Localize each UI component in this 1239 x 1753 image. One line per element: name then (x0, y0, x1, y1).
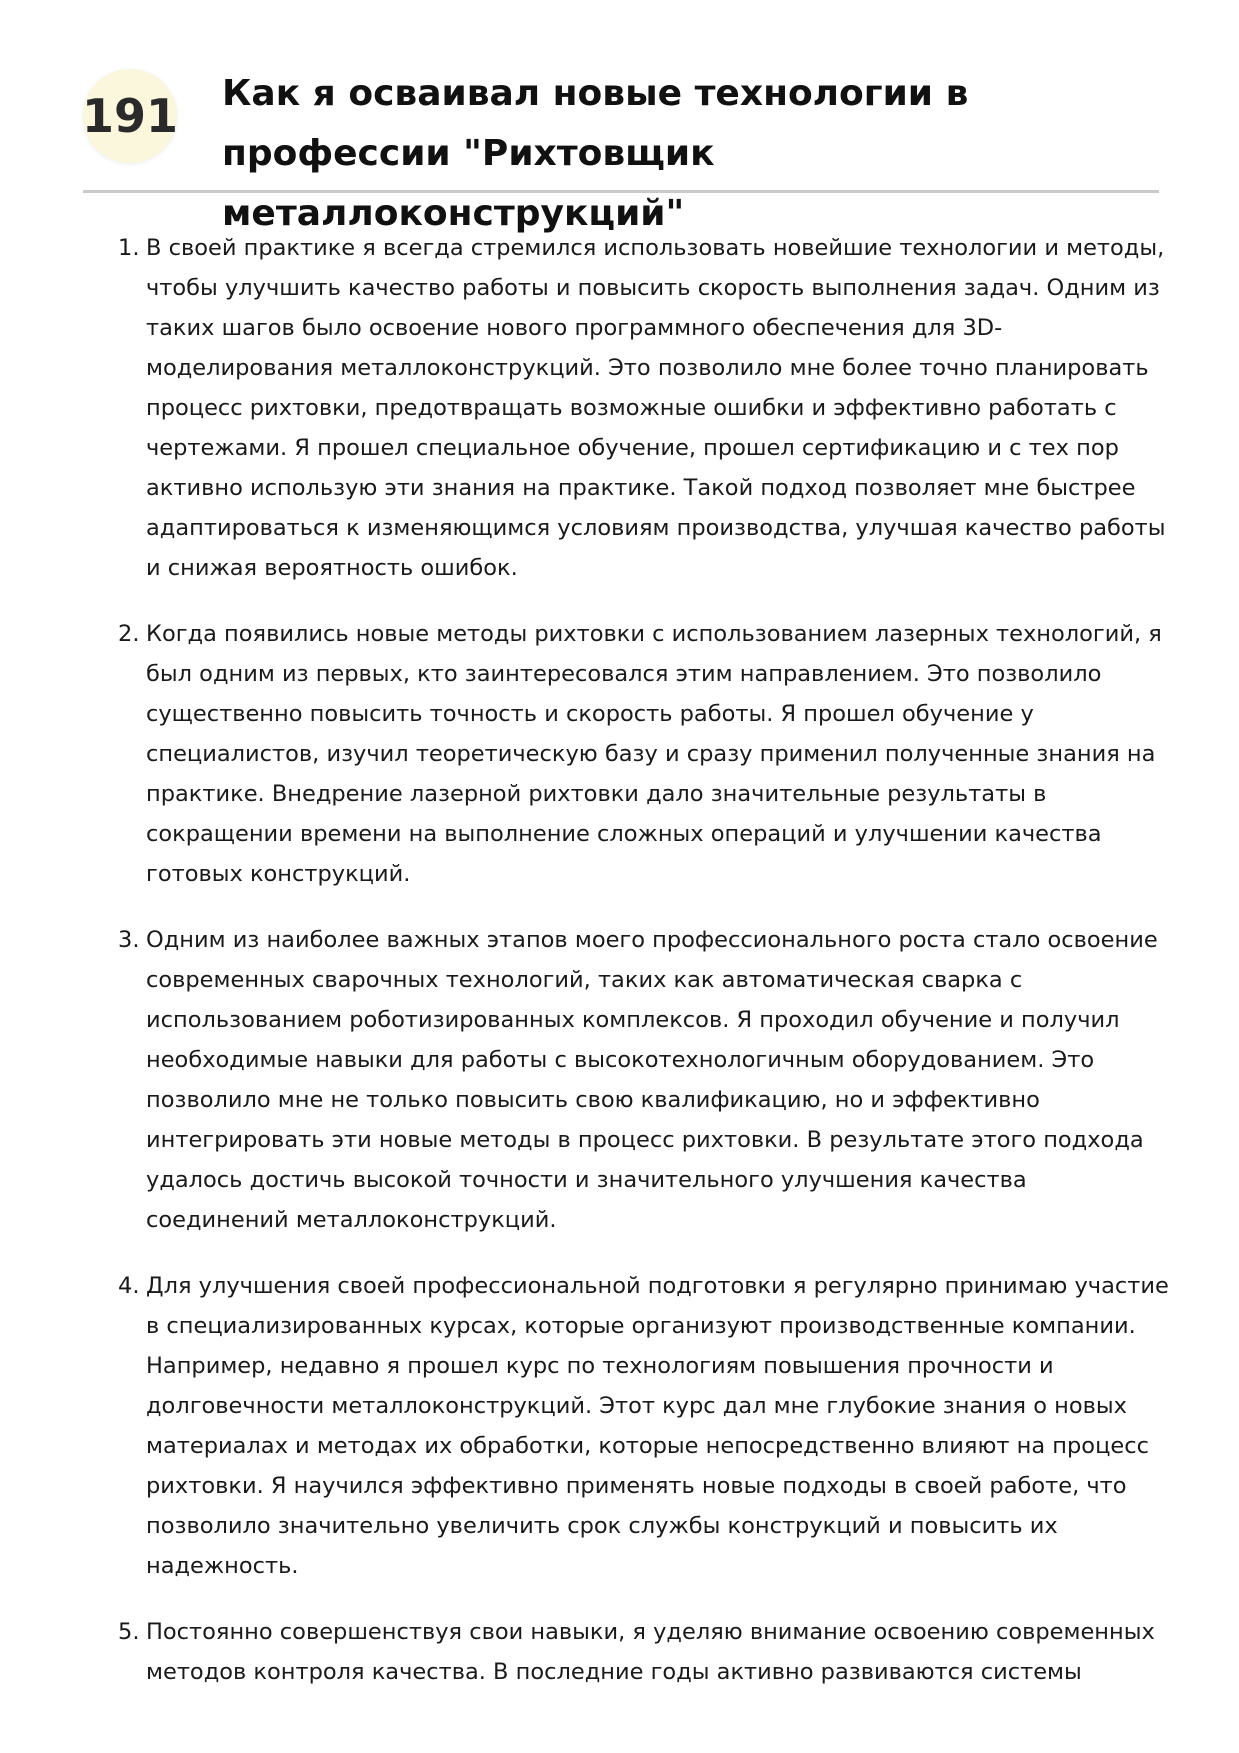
page-header (81, 58, 1159, 234)
list-item-text: Для улучшения своей профессиональной подготовки я регулярно принимаю участие в специализированных курсах, которые организуют производственные компании. Например, недавно я прошел курс по технологиям повышения прочности и долговечности металлоконструкций. Этот курс дал мне глубокие знания о новых материалах и методах их обработки, которые непосредственно влияют на процесс рихтовки. Я научился эффективно применять новые подходы в своей работе, что позволило значительно увеличить срок службы конструкций и повысить их надежность. (146, 1273, 1169, 1579)
list-item-text: Одним из наиболее важных этапов моего профессионального роста стало освоение современных сварочных технологий, таких как автоматическая сварка с использованием роботизированных комплексов. Я проходил обучение и получил необходимые навыки для работы с высокотехнологичным оборудованием. Это позволило мне не только повысить свою квалификацию, но и эффективно интегрировать эти новые методы в процесс рихтовки. В результате этого подхода удалось достичь высокой точности и значительного улучшения качества соединений металлоконструкций. (146, 927, 1158, 1233)
list-item-number: 1. (118, 235, 140, 261)
list-item (110, 1266, 1170, 1586)
content (110, 228, 1170, 1718)
list-item (110, 1612, 1170, 1692)
numbered-list (110, 228, 1170, 1692)
list-item-number: 3. (118, 927, 140, 953)
list-item-text: В своей практике я всегда стремился использовать новейшие технологии и методы, чтобы улучшить качество работы и повысить скорость выполнения задач. Одним из таких шагов было освоение нового программного обеспечения для 3D-моделирования металлоконструкций. Это позволило мне более точно планировать процесс рихтовки, предотвращать возможные ошибки и эффективно работать с чертежами. Я прошел специальное обучение, прошел сертификацию и с тех пор активно использую эти знания на практике. Такой подход позволяет мне быстрее адаптироваться к изменяющимся условиям производства, улучшая качество работы и снижая вероятность ошибок. (146, 235, 1166, 581)
page-number-badge: 191 (83, 69, 177, 163)
page-title: Как я осваивал новые технологии в профессии "Рихтовщик металлоконструкций" (222, 73, 969, 234)
list-item-text: Когда появились новые методы рихтовки с использованием лазерных технологий, я был одним из первых, кто заинтересовался этим направлением. Это позволило существенно повысить точность и скорость работы. Я прошел обучение у специалистов, изучил теоретическую базу и сразу применил полученные знания на практике. Внедрение лазерной рихтовки дало значительные результаты в сокращении времени на выполнение сложных операций и улучшении качества готовых конструкций. (146, 621, 1162, 887)
list-item (110, 614, 1170, 894)
list-item (110, 920, 1170, 1240)
list-item-number: 5. (118, 1619, 140, 1645)
list-item-text: Постоянно совершенствуя свои навыки, я уделяю внимание освоению современных методов контроля качества. В последние годы активно развиваются системы (146, 1619, 1155, 1685)
list-item (110, 228, 1170, 588)
list-item-number: 4. (118, 1273, 140, 1299)
list-item-number: 2. (118, 621, 140, 647)
